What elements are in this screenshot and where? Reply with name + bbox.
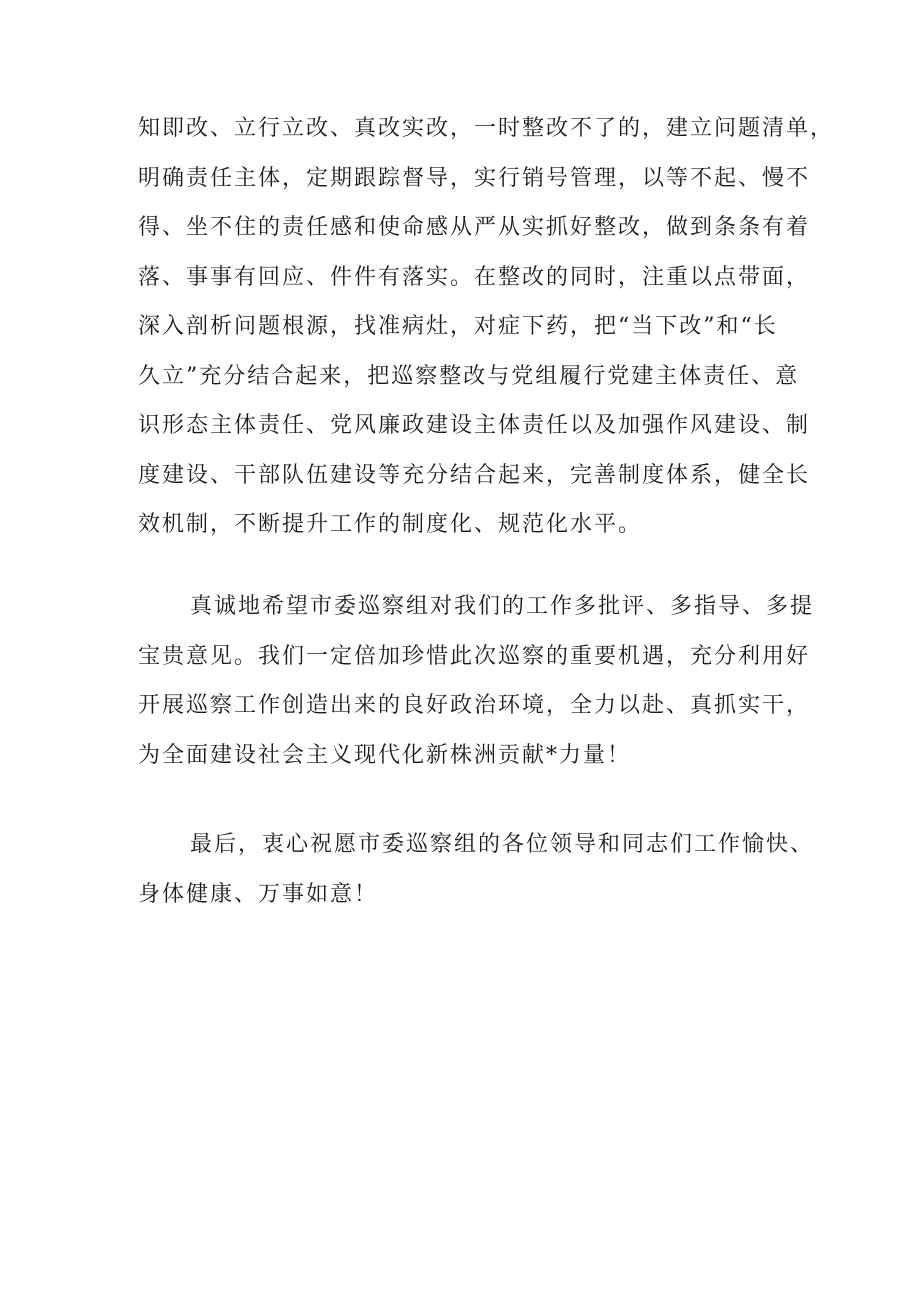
text-line: 深入剖析问题根源，找准病灶，对症下药，把“当下改”和“长 — [138, 314, 778, 339]
text-line: 识形态主体责任、党风廉政建设主体责任以及加强作风建设、制 — [138, 413, 811, 438]
text-line: 落、事事有回应、件件有落实。在整改的同时，注重以点带面， — [138, 264, 811, 290]
text-line: 最后，衷心祝愿市委巡察组的各位领导和同志们工作愉快、 — [190, 832, 815, 857]
text-line: 宝贵意见。我们一定倍加珍惜此次巡察的重要机遇，充分利用好 — [138, 643, 811, 669]
text-line: 为全面建设社会主义现代化新株洲贡献*力量！ — [138, 742, 632, 768]
paragraph-rectification — [138, 104, 834, 550]
text-line: 效机制，不断提升工作的制度化、规范化水平。 — [138, 512, 643, 537]
text-line: 身体健康、万事如意！ — [138, 881, 379, 907]
text-line: 明确责任主体，定期跟踪督导，实行销号管理，以等不起、慢不 — [138, 165, 811, 191]
text-line: 度建设、干部队伍建设等充分结合起来，完善制度体系，健全长 — [138, 462, 811, 488]
paragraph-hope — [138, 582, 814, 780]
paragraph-closing-wishes — [138, 820, 814, 919]
text-line: 真诚地希望市委巡察组对我们的工作多批评、多指导、多提 — [190, 594, 815, 619]
text-line: 开展巡察工作创造出来的良好政治环境，全力以赴、真抓实干， — [138, 693, 811, 718]
text-line: 久立”充分结合起来，把巡察整改与党组履行党建主体责任、意 — [138, 363, 800, 389]
text-line: 知即改、立行立改、真改实改，一时整改不了的，建立问题清单， — [138, 116, 835, 141]
text-line: 得、坐不住的责任感和使命感从严从实抓好整改，做到条条有着 — [138, 215, 811, 240]
